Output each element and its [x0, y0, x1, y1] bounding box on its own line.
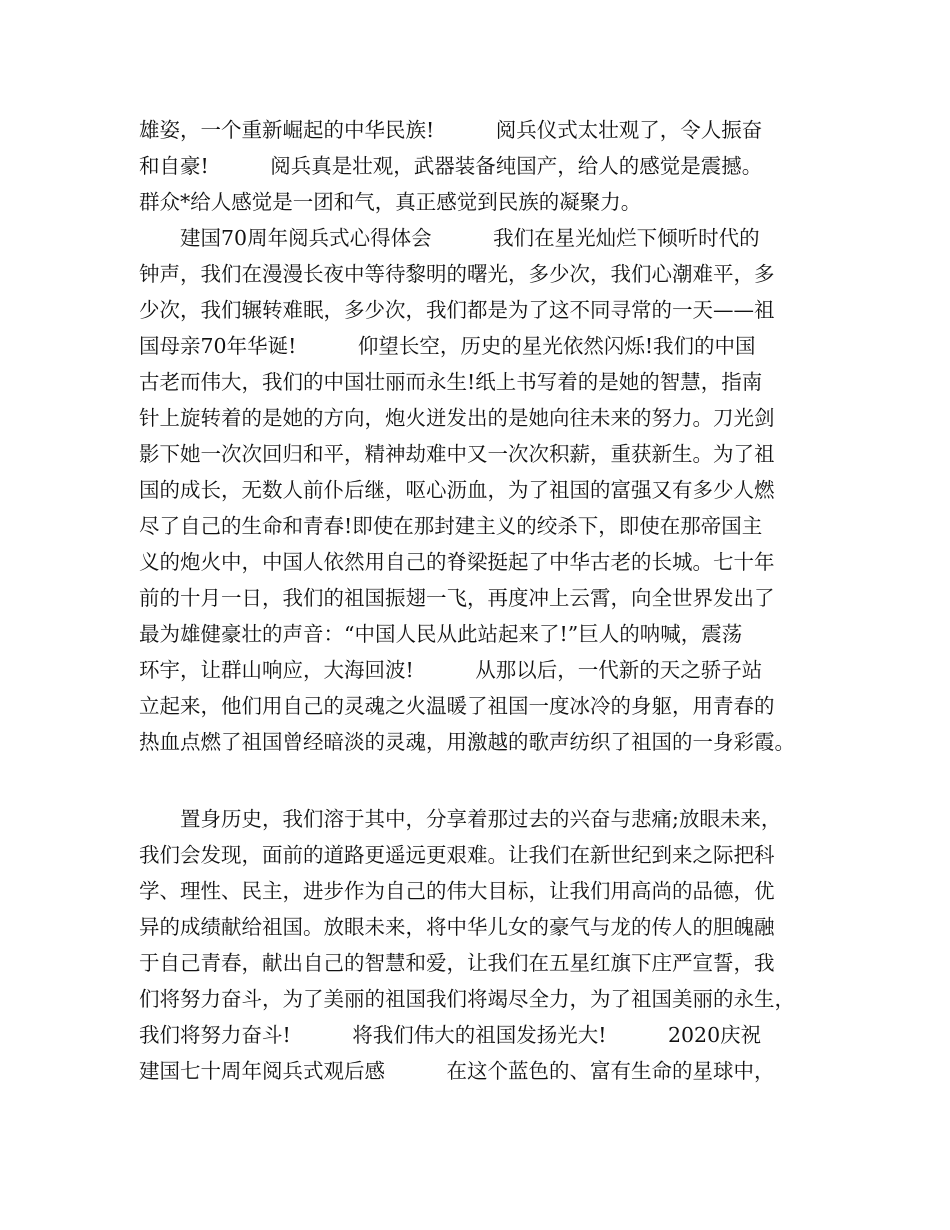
text-line: 我们将努力奋斗! 将我们伟大的祖国发扬光大! 2020庆祝 [139, 1023, 762, 1047]
text-line: 雄姿，一个重新崛起的中华民族! 阅兵仪式太壮观了，令人振奋 [139, 118, 763, 142]
text-line: 尽了自己的生命和青春!即使在那封建主义的绞杀下，即使在那帝国主 [139, 514, 763, 538]
text-line: 义的炮火中，中国人依然用自己的脊梁挺起了中华古老的长城。七十年 [139, 550, 775, 574]
text-line: 和自豪! 阅兵真是壮观，武器装备纯国产，给人的感觉是震撼。 [139, 154, 763, 178]
text-line: 少次，我们辗转难眠，多少次，我们都是为了这不同寻常的一天——祖 [139, 298, 775, 322]
text-line: 热血点燃了祖国曾经暗淡的灵魂，用激越的歌声纺织了祖国的一身彩霞。 [139, 730, 795, 754]
text-line: 群众*给人感觉是一团和气，真正感觉到民族的凝聚力。 [139, 190, 642, 214]
text-line: 们将努力奋斗，为了美丽的祖国我们将竭尽全力，为了祖国美丽的永生， [139, 987, 795, 1011]
text-line: 最为雄健豪壮的声音：“中国人民从此站起来了!”巨人的呐喊，震荡 [139, 622, 743, 646]
text-line: 异的成绩献给祖国。放眼未来，将中华儿女的豪气与龙的传人的胆魄融 [139, 915, 775, 939]
text-line: 古老而伟大，我们的中国壮丽而永生!纸上书写着的是她的智慧，指南 [139, 370, 763, 394]
text-line: 建国七十周年阅兵式观后感 在这个蓝色的、富有生命的星球中， [139, 1059, 775, 1083]
text-line: 置身历史，我们溶于其中，分享着那过去的兴奋与悲痛;放眼未来， [139, 807, 782, 831]
text-line: 钟声，我们在漫漫长夜中等待黎明的曙光，多少次，我们心潮难平，多 [139, 262, 775, 286]
paragraph-1 [139, 112, 839, 760]
text-line: 前的十月一日，我们的祖国振翅一飞，再度冲上云霄，向全世界发出了 [139, 586, 775, 610]
text-line: 影下她一次次回归和平，精神劫难中又一次次积薪，重获新生。为了祖 [139, 442, 775, 466]
text-line: 立起来，他们用自己的灵魂之火温暖了祖国一度冰冷的身躯，用青春的 [139, 694, 775, 718]
text-line: 环宇，让群山响应，大海回波! 从那以后，一代新的天之骄子站 [139, 658, 763, 682]
text-line: 国的成长，无数人前仆后继，呕心沥血，为了祖国的富强又有多少人燃 [139, 478, 775, 502]
text-line: 国母亲70年华诞! 仰望长空，历史的星光依然闪烁!我们的中国 [139, 334, 756, 358]
text-line: 学、理性、民主，进步作为自己的伟大目标，让我们用高尚的品德，优 [139, 879, 775, 903]
text-line: 于自己青春，献出自己的智慧和爱，让我们在五星红旗下庄严宣誓，我 [139, 951, 775, 975]
text-line: 针上旋转着的是她的方向，炮火迸发出的是她向往未来的努力。刀光剑 [139, 406, 775, 430]
text-line: 建国70周年阅兵式心得体会 我们在星光灿烂下倾听时代的 [139, 226, 760, 250]
text-line: 我们会发现，面前的道路更遥远更艰难。让我们在新世纪到来之际把科 [139, 843, 775, 867]
paragraph-2 [139, 801, 839, 1089]
